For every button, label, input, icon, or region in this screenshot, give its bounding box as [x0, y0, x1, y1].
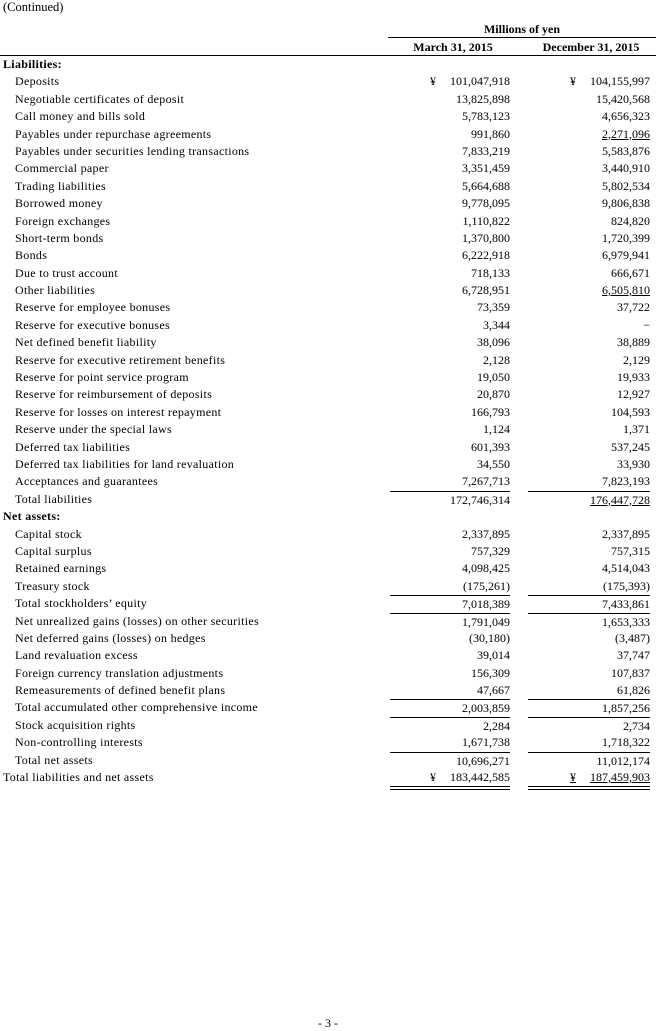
value-march-2015 — [390, 578, 510, 595]
amount: 1,857,256 — [602, 701, 650, 716]
table-row — [0, 456, 656, 473]
value-december-2015 — [528, 752, 650, 770]
value-december-2015 — [528, 334, 650, 351]
row-label: Stock acquisition rights — [15, 717, 136, 732]
table-row — [0, 473, 656, 490]
column-header-march-2015: March 31, 2015 — [413, 40, 493, 54]
amount: 1,653,333 — [602, 614, 650, 629]
double-underline — [390, 786, 510, 790]
value-march-2015 — [390, 647, 510, 664]
row-label: Deferred tax liabilities — [15, 439, 131, 454]
row-label: Net deferred gains (losses) on hedges — [15, 630, 206, 645]
amount: 7,018,389 — [462, 597, 510, 612]
amount: 2,003,859 — [462, 701, 510, 716]
amount: 2,284 — [483, 718, 510, 733]
row-label: Negotiable certificates of deposit — [15, 91, 185, 106]
balance-sheet-table — [0, 56, 656, 786]
value-december-2015 — [528, 456, 650, 473]
amount: 104,593 — [611, 404, 650, 419]
amount: 4,098,425 — [462, 561, 510, 576]
value-march-2015 — [390, 665, 510, 682]
table-row — [0, 352, 656, 369]
value-december-2015 — [528, 473, 650, 490]
section-heading — [0, 508, 656, 525]
amount: 5,802,534 — [602, 178, 650, 193]
row-label: Net unrealized gains (losses) on other securities — [15, 613, 259, 628]
value-march-2015 — [390, 752, 510, 770]
row-label: Capital surplus — [15, 543, 92, 558]
value-march-2015 — [390, 717, 510, 735]
value-december-2015 — [528, 526, 650, 543]
amount: 1,718,322 — [602, 735, 650, 750]
table-row — [0, 543, 656, 560]
row-label: Net defined benefit liability — [15, 335, 157, 350]
amount: 39,014 — [477, 648, 510, 663]
amount: (175,393) — [603, 578, 650, 593]
amount: 1,110,822 — [462, 213, 510, 228]
amount: 183,442,585 — [450, 770, 510, 785]
table-row — [0, 126, 656, 143]
row-label: Total liabilities — [15, 491, 93, 506]
row-label: Trading liabilities — [15, 178, 106, 193]
value-march-2015 — [390, 734, 510, 751]
row-label: Treasury stock — [15, 578, 90, 593]
yen-symbol: ¥ — [570, 74, 576, 89]
amount: 1,124 — [483, 422, 510, 437]
value-march-2015 — [390, 334, 510, 351]
total-row — [0, 769, 656, 786]
amount: 757,329 — [471, 543, 510, 558]
value-december-2015 — [528, 560, 650, 577]
yen-symbol: ¥ — [430, 74, 436, 89]
table-row — [0, 230, 656, 247]
row-label: Total stockholders’ equity — [15, 596, 148, 611]
amount: 7,833,219 — [462, 143, 510, 158]
value-march-2015 — [390, 543, 510, 560]
column-header-december-2015: December 31, 2015 — [542, 40, 640, 54]
table-row — [0, 160, 656, 177]
value-december-2015 — [528, 665, 650, 682]
amount: 9,778,095 — [462, 196, 510, 211]
amount: 2,337,895 — [602, 526, 650, 541]
value-december-2015 — [528, 404, 650, 421]
value-december-2015 — [528, 421, 650, 438]
value-march-2015 — [390, 91, 510, 108]
table-row — [0, 404, 656, 421]
amount: 6,979,941 — [602, 248, 650, 263]
table-row — [0, 734, 656, 751]
amount: 991,860 — [471, 126, 510, 141]
row-label: Reserve for losses on interest repayment — [15, 404, 222, 419]
amount: 3,440,910 — [602, 161, 650, 176]
value-december-2015 — [528, 769, 650, 786]
value-december-2015 — [528, 595, 650, 613]
amount: 7,267,713 — [462, 474, 510, 489]
value-march-2015 — [390, 630, 510, 647]
value-december-2015 — [528, 299, 650, 316]
table-row — [0, 282, 656, 299]
table-row — [0, 91, 656, 108]
amount: (30,180) — [469, 630, 510, 645]
amount: 38,096 — [477, 335, 510, 350]
value-march-2015 — [390, 386, 510, 403]
amount: 5,783,123 — [462, 109, 510, 124]
table-row — [0, 630, 656, 647]
row-label: Reserve under the special laws — [15, 422, 172, 437]
value-december-2015 — [528, 282, 650, 299]
table-row — [0, 369, 656, 386]
value-december-2015 — [528, 386, 650, 403]
amount: 666,671 — [611, 265, 650, 280]
amount: 5,583,876 — [602, 143, 650, 158]
amount: 172,746,314 — [450, 492, 510, 507]
amount: 6,728,951 — [462, 283, 510, 298]
value-march-2015 — [390, 404, 510, 421]
table-row — [0, 526, 656, 543]
amount: 1,371 — [623, 422, 650, 437]
row-label: Net assets: — [3, 509, 61, 524]
amount: 15,420,568 — [596, 91, 650, 106]
double-underline — [528, 786, 650, 790]
total-row — [0, 699, 656, 716]
value-december-2015 — [528, 647, 650, 664]
value-december-2015 — [528, 630, 650, 647]
value-december-2015 — [528, 213, 650, 230]
value-december-2015 — [528, 699, 650, 717]
amount: − — [643, 317, 650, 332]
value-march-2015 — [390, 230, 510, 247]
amount: 37,722 — [617, 300, 650, 315]
value-march-2015 — [390, 178, 510, 195]
row-label: Short-term bonds — [15, 230, 104, 245]
row-label: Reserve for executive bonuses — [15, 317, 170, 332]
value-march-2015 — [390, 213, 510, 230]
value-december-2015 — [528, 178, 650, 195]
table-row — [0, 299, 656, 316]
amount: 824,820 — [611, 213, 650, 228]
amount: 187,459,903 — [590, 770, 650, 785]
value-march-2015 — [390, 160, 510, 177]
amount: (3,487) — [615, 630, 650, 645]
amount: 10,696,271 — [456, 753, 510, 768]
amount: 5,664,688 — [462, 178, 510, 193]
amount: 1,720,399 — [602, 230, 650, 245]
amount: 19,933 — [617, 370, 650, 385]
row-label: Liabilities: — [3, 57, 62, 71]
total-row — [0, 717, 656, 734]
amount: 38,889 — [617, 335, 650, 350]
amount: 104,155,997 — [590, 74, 650, 89]
value-december-2015 — [528, 91, 650, 108]
table-row — [0, 195, 656, 212]
table-row — [0, 213, 656, 230]
value-december-2015 — [528, 195, 650, 212]
amount: 101,047,918 — [450, 74, 510, 89]
table-row — [0, 108, 656, 125]
value-december-2015 — [528, 369, 650, 386]
table-row — [0, 386, 656, 403]
value-march-2015 — [390, 265, 510, 282]
amount: 2,337,895 — [462, 526, 510, 541]
value-march-2015 — [390, 560, 510, 577]
value-december-2015 — [528, 543, 650, 560]
table-row — [0, 647, 656, 664]
row-label: Retained earnings — [15, 561, 107, 576]
amount: 757,315 — [611, 543, 650, 558]
value-march-2015 — [390, 282, 510, 299]
amount: 1,370,800 — [462, 230, 510, 245]
row-label: Reserve for executive retirement benefits — [15, 352, 226, 367]
table-row — [0, 682, 656, 699]
amount: 34,550 — [477, 456, 510, 471]
value-march-2015 — [390, 352, 510, 369]
amount: 1,791,049 — [462, 614, 510, 629]
value-december-2015 — [528, 613, 650, 631]
row-label: Land revaluation excess — [15, 648, 138, 663]
table-row — [0, 73, 656, 90]
yen-symbol: ¥ — [570, 770, 576, 785]
amount: 537,245 — [611, 439, 650, 454]
amount: 37,747 — [617, 648, 650, 663]
table-row — [0, 665, 656, 682]
row-label: Non-controlling interests — [15, 735, 143, 750]
amount: 61,826 — [617, 683, 650, 698]
amount: 47,667 — [477, 683, 510, 698]
value-march-2015 — [390, 108, 510, 125]
amount: 12,927 — [617, 387, 650, 402]
value-december-2015 — [528, 317, 650, 334]
value-december-2015 — [528, 352, 650, 369]
amount: 4,514,043 — [602, 561, 650, 576]
continued-note: (Continued) — [3, 0, 64, 14]
amount: 13,825,898 — [456, 91, 510, 106]
amount: 2,128 — [483, 352, 510, 367]
value-march-2015 — [390, 526, 510, 543]
value-march-2015 — [390, 456, 510, 473]
value-march-2015 — [390, 421, 510, 438]
value-december-2015 — [528, 126, 650, 143]
row-label: Foreign exchanges — [15, 213, 111, 228]
amount: 166,793 — [471, 404, 510, 419]
row-label: Foreign currency translation adjustments — [15, 665, 224, 680]
table-row — [0, 439, 656, 456]
row-label: Call money and bills sold — [15, 109, 146, 124]
table-row — [0, 334, 656, 351]
amount: 3,344 — [483, 317, 510, 332]
row-label: Payables under repurchase agreements — [15, 126, 212, 141]
row-label: Borrowed money — [15, 196, 103, 211]
total-row — [0, 752, 656, 769]
table-row — [0, 265, 656, 282]
row-label: Total accumulated other comprehensive income — [15, 700, 258, 715]
amount: 718,133 — [471, 265, 510, 280]
amount: 7,823,193 — [602, 474, 650, 489]
value-march-2015 — [390, 682, 510, 699]
total-row — [0, 491, 656, 508]
value-december-2015 — [528, 73, 650, 90]
row-label: Bonds — [15, 248, 48, 263]
row-label: Remeasurements of defined benefit plans — [15, 683, 226, 698]
value-march-2015 — [390, 769, 510, 786]
value-december-2015 — [528, 717, 650, 735]
amount: 4,656,323 — [602, 109, 650, 124]
row-label: Commercial paper — [15, 161, 109, 176]
value-march-2015 — [390, 369, 510, 386]
amount: (175,261) — [463, 578, 510, 593]
value-december-2015 — [528, 143, 650, 160]
amount: 33,930 — [617, 456, 650, 471]
row-label: Acceptances and guarantees — [15, 474, 159, 489]
amount: 601,393 — [471, 439, 510, 454]
value-december-2015 — [528, 230, 650, 247]
value-march-2015 — [390, 247, 510, 264]
amount: 9,806,838 — [602, 196, 650, 211]
value-march-2015 — [390, 317, 510, 334]
amount: 6,222,918 — [462, 248, 510, 263]
row-label: Reserve for reimbursement of deposits — [15, 387, 213, 402]
row-label: Due to trust account — [15, 265, 118, 280]
table-row — [0, 247, 656, 264]
amount: 176,447,728 — [590, 492, 650, 507]
value-december-2015 — [528, 247, 650, 264]
value-december-2015 — [528, 578, 650, 595]
total-row — [0, 595, 656, 612]
amount: 7,433,861 — [602, 597, 650, 612]
page-number: - 3 - — [318, 1016, 338, 1030]
row-label: Reserve for employee bonuses — [15, 300, 171, 315]
amount: 19,050 — [477, 370, 510, 385]
total-row — [0, 613, 656, 630]
value-december-2015 — [528, 682, 650, 699]
value-december-2015 — [528, 160, 650, 177]
value-march-2015 — [390, 491, 510, 509]
value-march-2015 — [390, 439, 510, 456]
row-label: Total net assets — [15, 752, 93, 767]
table-row — [0, 421, 656, 438]
value-march-2015 — [390, 299, 510, 316]
value-march-2015 — [390, 595, 510, 613]
amount: 2,734 — [623, 718, 650, 733]
value-march-2015 — [390, 126, 510, 143]
value-march-2015 — [390, 143, 510, 160]
value-march-2015 — [390, 473, 510, 490]
value-march-2015 — [390, 73, 510, 90]
amount: 6,505,810 — [602, 283, 650, 298]
row-label: Deferred tax liabilities for land revaluation — [15, 456, 235, 471]
row-label: Total liabilities and net assets — [3, 770, 154, 785]
amount: 20,870 — [477, 387, 510, 402]
table-row — [0, 317, 656, 334]
value-december-2015 — [528, 108, 650, 125]
amount: 156,309 — [471, 665, 510, 680]
row-label: Payables under securities lending transactions — [15, 143, 250, 158]
amount: 1,671,738 — [462, 735, 510, 750]
row-label: Other liabilities — [15, 283, 96, 298]
amount: 11,012,174 — [596, 753, 650, 768]
amount: 3,351,459 — [462, 161, 510, 176]
value-december-2015 — [528, 439, 650, 456]
table-row — [0, 143, 656, 160]
value-march-2015 — [390, 699, 510, 717]
amount: 2,271,096 — [602, 126, 650, 141]
amount: 73,359 — [477, 300, 510, 315]
value-december-2015 — [528, 734, 650, 751]
table-row — [0, 178, 656, 195]
unit-header: Millions of yen — [483, 22, 560, 36]
yen-symbol: ¥ — [430, 770, 436, 785]
value-march-2015 — [390, 195, 510, 212]
amount: 107,837 — [611, 665, 650, 680]
value-december-2015 — [528, 491, 650, 509]
section-heading — [0, 56, 656, 73]
unit-rule — [388, 37, 656, 38]
row-label: Reserve for point service program — [15, 370, 189, 385]
row-label: Capital stock — [15, 526, 82, 541]
amount: 2,129 — [623, 352, 650, 367]
row-label: Deposits — [15, 74, 60, 89]
value-december-2015 — [528, 265, 650, 282]
value-march-2015 — [390, 613, 510, 631]
table-row — [0, 560, 656, 577]
table-row — [0, 578, 656, 595]
